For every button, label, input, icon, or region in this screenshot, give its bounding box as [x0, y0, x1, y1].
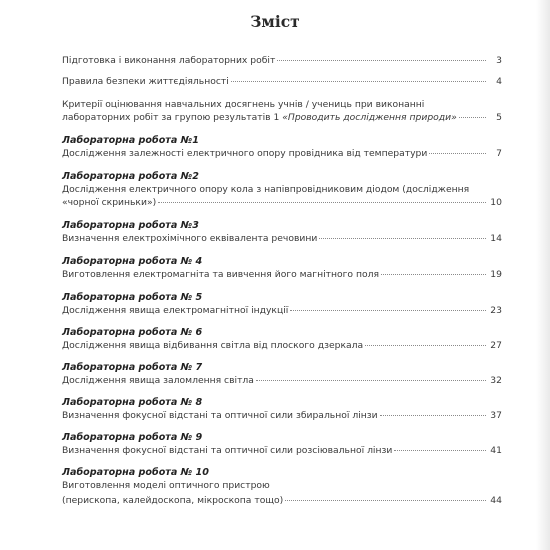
toc-page-number: 23	[490, 305, 502, 316]
lab-work-title-line2: (перископа, калейдоскопа, мікроскопа тощо)	[62, 495, 284, 506]
dot-leader	[365, 344, 486, 346]
dot-leader	[285, 499, 486, 501]
lab-work-header: Лабораторна робота № 7	[62, 362, 203, 373]
lab-work-header: Лабораторна робота №3	[62, 220, 199, 231]
toc-page-number: 32	[490, 375, 502, 386]
toc-page-number: 37	[490, 410, 502, 421]
toc-entry-text-line1: Критерії оцінювання навчальних досягнень учнів / учениць при виконанні	[62, 99, 425, 110]
toc-entry-lab-5	[62, 291, 502, 317]
toc-entry-lab-8	[62, 396, 502, 422]
toc-entry-lab-2	[62, 170, 502, 209]
toc-page-number: 44	[490, 495, 502, 506]
toc-page-number: 14	[490, 233, 502, 244]
dot-leader	[256, 379, 486, 381]
toc-entry-lab-3	[62, 219, 502, 245]
lab-work-header: Лабораторна робота № 8	[62, 397, 203, 408]
lab-work-title-line1: Виготовлення моделі оптичного пристрою	[62, 480, 270, 491]
toc-page-number: 41	[490, 445, 502, 456]
lab-work-title: Визначення фокусної відстані та оптичної сили розсіювальної лінзи	[62, 445, 393, 456]
toc-entry-lab-4	[62, 255, 502, 281]
dot-leader	[394, 449, 486, 451]
toc-entry-criteria	[62, 98, 502, 124]
dot-leader	[319, 237, 486, 239]
toc-entry-text: Підготовка і виконання лабораторних робіт	[62, 55, 276, 66]
lab-work-title: Визначення електрохімічного еквівалента речовини	[62, 233, 318, 244]
toc-entry-lab-7	[62, 361, 502, 387]
dot-leader	[277, 59, 486, 61]
lab-work-title: Дослідження залежності електричного опору провідника від температури	[62, 148, 428, 159]
lab-work-title: Дослідження явища відбивання світла від плоского дзеркала	[62, 340, 364, 351]
toc-page-number: 10	[490, 197, 502, 208]
toc-page-number: 7	[496, 148, 502, 159]
dot-leader	[158, 201, 486, 203]
toc-page-number: 4	[496, 76, 502, 87]
lab-work-title: Дослідження явища електромагнітної індукції	[62, 305, 289, 316]
toc-page-number: 27	[490, 340, 502, 351]
page-edge-shadow	[536, 0, 550, 550]
dot-leader	[290, 309, 486, 311]
dot-leader	[380, 414, 486, 416]
dot-leader	[429, 152, 486, 154]
lab-work-header: Лабораторна робота № 10	[62, 467, 209, 478]
toc-page-number: 5	[496, 112, 502, 123]
dot-leader	[381, 273, 486, 275]
toc-entry-text-italic: «Проводить дослідження природи»	[282, 112, 457, 123]
lab-work-header: Лабораторна робота № 6	[62, 327, 203, 338]
lab-work-header: Лабораторна робота № 5	[62, 292, 203, 303]
toc-entry-preparation	[62, 54, 502, 67]
toc-entry-lab-1	[62, 134, 502, 160]
toc-entry-lab-10	[62, 466, 502, 507]
page-title: Зміст	[250, 12, 300, 31]
toc-entry-text: Правила безпеки життєдіяльності	[62, 76, 229, 87]
toc-entry-lab-9	[62, 431, 502, 457]
lab-work-title-line2: «чорної скриньки»)	[62, 197, 157, 208]
toc-page-number: 3	[496, 55, 502, 66]
lab-work-title: Виготовлення електромагніта та вивчення його магнітного поля	[62, 269, 380, 280]
lab-work-header: Лабораторна робота № 4	[62, 256, 203, 267]
dot-leader	[231, 80, 486, 82]
dot-leader	[459, 116, 486, 118]
toc-page-number: 19	[490, 269, 502, 280]
lab-work-header: Лабораторна робота №1	[62, 135, 199, 146]
lab-work-header: Лабораторна робота № 9	[62, 432, 203, 443]
lab-work-title: Дослідження явища заломлення світла	[62, 375, 254, 386]
toc-entry-safety-rules	[62, 75, 502, 88]
toc-entry-text-line2: лабораторних робіт за групою результатів 1	[62, 112, 283, 123]
lab-work-header: Лабораторна робота №2	[62, 171, 199, 182]
lab-work-title-line1: Дослідження електричного опору кола з напівпровідниковим діодом (дослідження	[62, 184, 470, 195]
lab-work-title: Визначення фокусної відстані та оптичної сили збиральної лінзи	[62, 410, 378, 421]
toc-entry-lab-6	[62, 326, 502, 352]
